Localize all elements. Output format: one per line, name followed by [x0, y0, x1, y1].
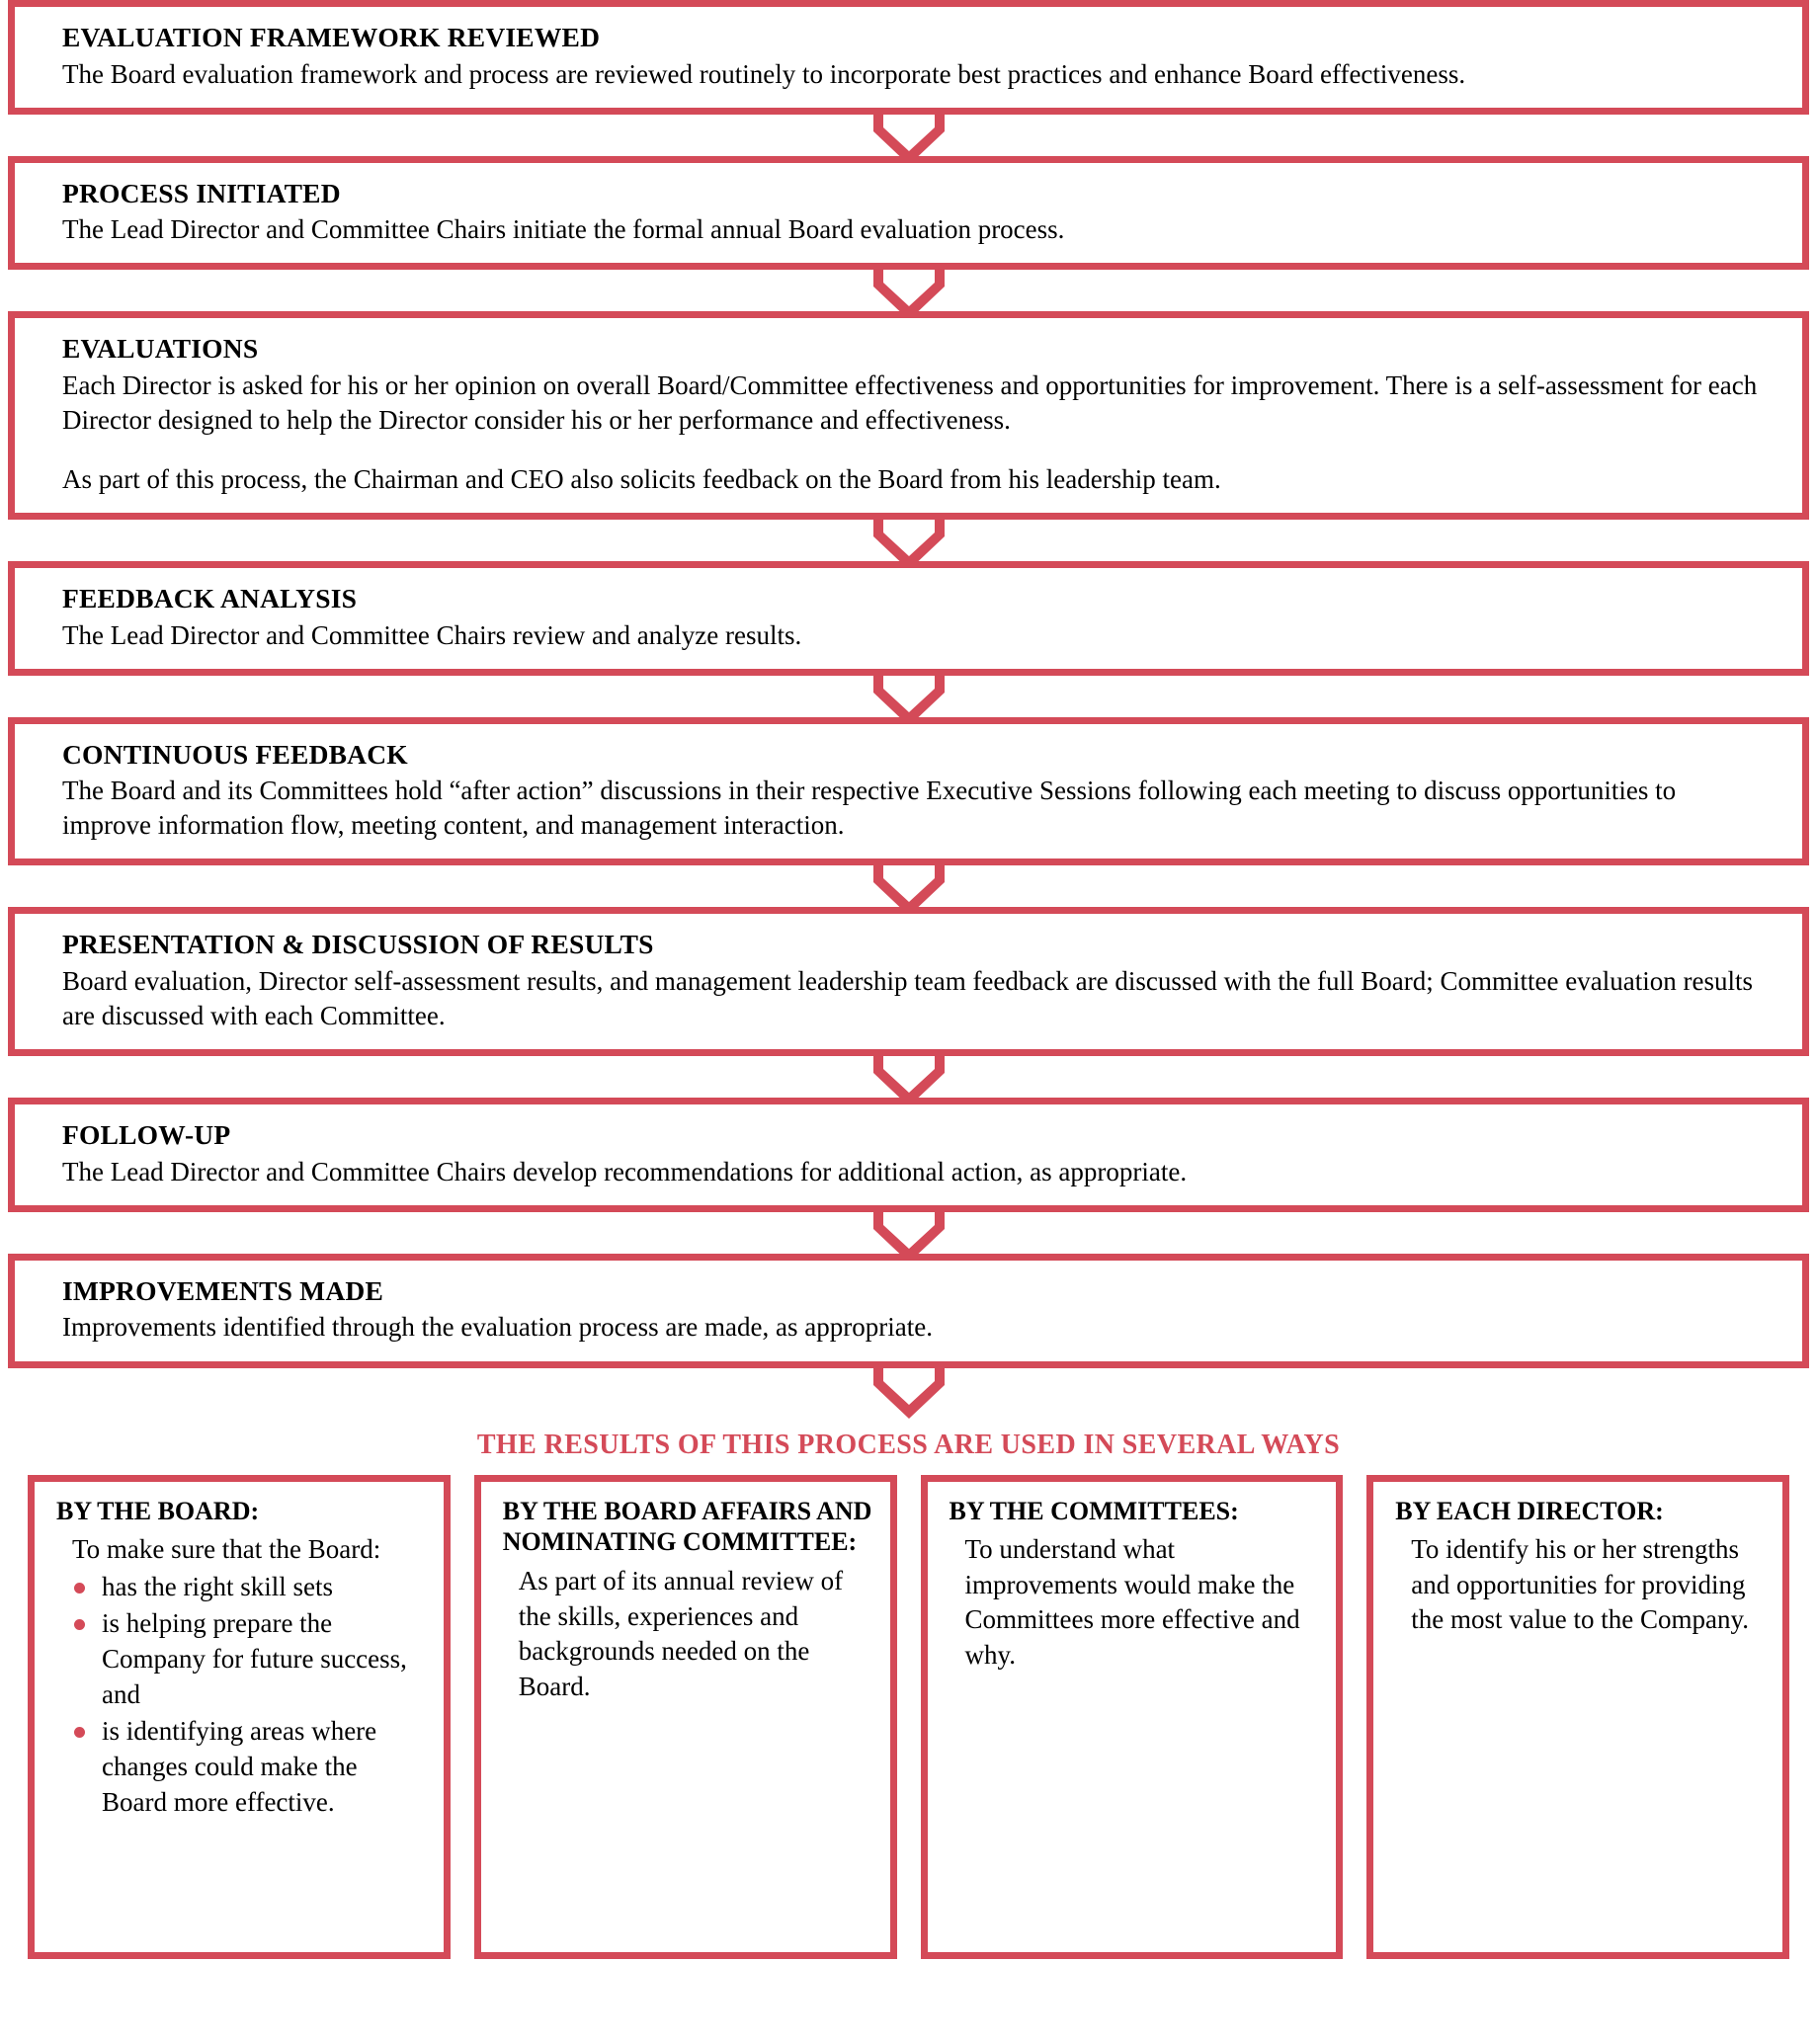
- step-title: FOLLOW-UP: [62, 1119, 231, 1151]
- arrow-connector-7: [0, 1212, 1817, 1254]
- column-intro: To identify his or her strengths and opportunities for providing the most value to the Company.: [1411, 1534, 1749, 1635]
- results-columns: [28, 1475, 1789, 1959]
- list-item: is identifying areas where changes could make the Board more effective.: [72, 1714, 426, 1820]
- step-title: FEEDBACK ANALYSIS: [62, 583, 358, 614]
- step-title: CONTINUOUS FEEDBACK: [62, 738, 408, 770]
- column-intro: To understand what improvements would make the Committees more effective and why.: [964, 1534, 1300, 1671]
- step-title: EVALUATIONS: [62, 333, 259, 365]
- arrow-connector-6: [0, 1056, 1817, 1098]
- process-step-follow-up: [8, 1098, 1809, 1212]
- column-intro: As part of its annual review of the skills, experiences and backgrounds needed on the Board.: [518, 1565, 844, 1701]
- column-title: BY EACH DIRECTOR:: [1395, 1496, 1664, 1525]
- step-body: Improvements identified through the evaluation process are made, as appropriate.: [62, 1312, 933, 1343]
- arrow-connector-8: [0, 1368, 1817, 1410]
- process-step-presentation-discussion-of-results: [8, 907, 1809, 1056]
- process-step-feedback-analysis: [8, 561, 1809, 676]
- chevron-down-icon: [871, 1361, 947, 1423]
- arrow-connector-5: [0, 865, 1817, 907]
- step-title: PRESENTATION & DISCUSSION OF RESULTS: [62, 929, 654, 960]
- process-step-evaluations: [8, 311, 1809, 520]
- column-title: BY THE BOARD:: [56, 1496, 260, 1525]
- process-step-improvements-made: [8, 1254, 1809, 1368]
- arrow-connector-2: [0, 270, 1817, 311]
- step-body: Each Director is asked for his or her opinion on overall Board/Committee effectiveness and opportunities for improvement. There is a self-assessment for each Director designed to help the Director consider his or her performance and effectiveness.: [62, 369, 1758, 435]
- arrow-connector-1: [0, 115, 1817, 156]
- results-column-by-the-board-affairs-and-nominating-committee: [474, 1475, 897, 1959]
- column-bullet-list: [56, 1570, 426, 1820]
- column-title: BY THE BOARD AFFAIRS AND NOMINATING COMMITTEE:: [502, 1496, 872, 1557]
- arrow-connector-4: [0, 676, 1817, 717]
- column-intro: To make sure that the Board:: [72, 1534, 381, 1565]
- step-body: Board evaluation, Director self-assessment results, and management leadership team feedback are discussed with the full Board; Committee evaluation results are discussed with each Committee.: [62, 966, 1753, 1031]
- list-item: is helping prepare the Company for future success, and: [72, 1606, 426, 1712]
- process-step-evaluation-framework-reviewed: [8, 0, 1809, 115]
- step-title: PROCESS INITIATED: [62, 177, 341, 208]
- arrow-connector-3: [0, 520, 1817, 561]
- list-item: has the right skill sets: [72, 1570, 426, 1605]
- process-step-process-initiated: [8, 156, 1809, 271]
- step-title: EVALUATION FRAMEWORK REVIEWED: [62, 22, 601, 52]
- results-column-by-each-director: [1366, 1475, 1789, 1959]
- step-body: The Lead Director and Committee Chairs review and analyze results.: [62, 619, 802, 650]
- results-heading: THE RESULTS OF THIS PROCESS ARE USED IN SEVERAL WAYS: [476, 1429, 1341, 1460]
- results-column-by-the-committees: [921, 1475, 1344, 1959]
- step-title: IMPROVEMENTS MADE: [62, 1274, 383, 1306]
- column-title: BY THE COMMITTEES:: [949, 1496, 1239, 1525]
- step-body-secondary: As part of this process, the Chairman and CEO also solicits feedback on the Board from his leadership team.: [62, 464, 1221, 495]
- process-step-continuous-feedback: [8, 717, 1809, 866]
- step-body: The Board and its Committees hold “after action” discussions in their respective Executive Sessions following each meeting to discuss opportunities to improve information flow, meeting content, and management interaction.: [62, 776, 1677, 841]
- step-body: The Board evaluation framework and process are reviewed routinely to incorporate best practices and enhance Board effectiveness.: [62, 58, 1466, 89]
- step-body: The Lead Director and Committee Chairs develop recommendations for additional action, as appropriate.: [62, 1156, 1188, 1186]
- results-column-by-the-board: [28, 1475, 451, 1959]
- step-body: The Lead Director and Committee Chairs initiate the formal annual Board evaluation process.: [62, 214, 1065, 245]
